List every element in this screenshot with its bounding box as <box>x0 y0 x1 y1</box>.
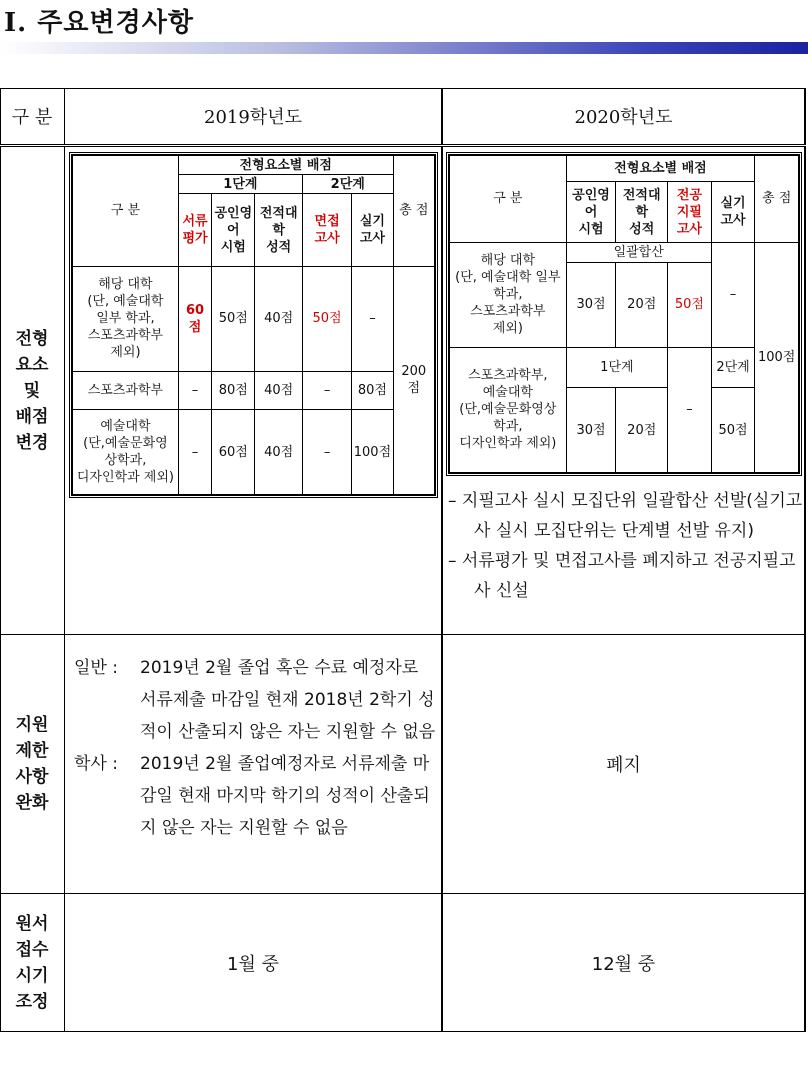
t2020-header-group: 전형요소별 배점 <box>566 156 755 182</box>
period-2019: 1월 중 <box>227 954 279 975</box>
t2020-cell-major: – <box>668 347 712 472</box>
row-label-scoring: 전형 요소 및 배점 변경 <box>15 328 49 453</box>
t2019-cell-doc: 60 점 <box>178 266 211 371</box>
t2020-header-practical: 실기 고사 <box>711 182 755 243</box>
t2019-header-doc: 서류 평가 <box>178 194 211 267</box>
eligibility-item <box>74 748 436 844</box>
t2019-header-stage1: 1단계 <box>178 175 302 194</box>
eligibility-text: 2019년 2월 졸업 혹은 수료 예정자로 서류제출 마감일 현재 2018년 2학기 성적이 산출되지 않은 자는 지원할 수 없음 <box>140 658 436 742</box>
t2019-cell-grade: 40점 <box>255 371 302 409</box>
eligibility-2019 <box>74 652 436 844</box>
t2019-cell-eng: 50점 <box>212 266 255 371</box>
t2019-cell-grade: 40점 <box>255 266 302 371</box>
t2019-header-total: 총 점 <box>393 156 434 267</box>
t2020-cell-major: 50점 <box>668 262 712 347</box>
t2020-cell-practical: 50점 <box>711 388 755 473</box>
t2020-header-major: 전공 지필 고사 <box>668 182 712 243</box>
t2020-header-total: 총 점 <box>755 156 799 243</box>
t2019-cell-interview: 50점 <box>302 266 351 371</box>
header-2019: 2019학년도 <box>204 107 302 128</box>
t2019-cell-doc: – <box>178 371 211 409</box>
page-title: Ⅰ. 주요변경사항 <box>4 8 194 38</box>
eligibility-key: 일반 : <box>74 658 118 678</box>
t2020-cell-stage1: 1단계 <box>566 347 667 387</box>
t2019-header-category: 구 분 <box>73 156 179 267</box>
table-2020 <box>449 155 799 473</box>
t2019-row-name: 해당 대학 (단, 예술대학 일부 학과, 스포츠과학부 제외) <box>73 266 179 371</box>
t2019-cell-eng: 80점 <box>212 371 255 409</box>
t2020-header-eng: 공인영 어 시험 <box>566 182 616 243</box>
t2020-cell-grade: 20점 <box>616 262 668 347</box>
t2019-cell-interview: – <box>302 371 351 409</box>
eligibility-2020: 폐지 <box>606 755 641 776</box>
t2020-cell-merged: 일괄합산 <box>566 242 711 262</box>
eligibility-key: 학사 : <box>74 754 118 774</box>
t2020-header-category: 구 분 <box>450 156 567 243</box>
t2019-cell-interview: – <box>302 410 351 495</box>
row-label-application-period: 원서 접수 시기 조정 <box>15 914 49 1012</box>
t2019-row-name: 스포츠과학부 <box>73 371 179 409</box>
t2020-row-name: 스포츠과학부, 예술대학 (단,예술문화영상 학과, 디자인학과 제외) <box>450 347 567 472</box>
header-2020: 2020학년도 <box>574 107 673 128</box>
t2019-header-practical: 실기 고사 <box>352 194 393 267</box>
t2020-cell-eng: 30점 <box>566 262 616 347</box>
period-2020: 12월 중 <box>591 954 656 975</box>
t2019-cell-eng: 60점 <box>212 410 255 495</box>
t2019-header-stage2: 2단계 <box>302 175 393 194</box>
t2020-row-name: 해당 대학 (단, 예술대학 일부 학과, 스포츠과학부 제외) <box>450 242 567 347</box>
t2019-header-eng: 공인영 어 시험 <box>212 194 255 267</box>
t2020-cell-eng: 30점 <box>566 388 616 473</box>
t2019-cell-doc: – <box>178 410 211 495</box>
t2019-header-interview: 면접 고사 <box>302 194 351 267</box>
eligibility-item <box>74 652 436 748</box>
t2020-cell-stage2: 2단계 <box>711 347 755 387</box>
eligibility-text: 2019년 2월 졸업예정자로 서류제출 마감일 현재 마지막 학기의 성적이 산출되지 않은 자는 지원할 수 없음 <box>140 754 430 838</box>
t2020-cell-grade: 20점 <box>616 388 668 473</box>
t2019-total: 200 점 <box>393 266 434 494</box>
t2019-row-name: 예술대학 (단,예술문화영 상학과, 디자인학과 제외) <box>73 410 179 495</box>
change-note-item: – 지필고사 실시 모집단위 일괄합산 선발(실기고사 실시 모집단위는 단계별 선발 유지) <box>448 491 803 541</box>
t2019-cell-grade: 40점 <box>255 410 302 495</box>
row-label-eligibility: 지원 제한 사항 완화 <box>15 715 49 813</box>
t2019-cell-practical: – <box>352 266 393 371</box>
table-2019 <box>72 155 435 495</box>
title-underline-bar <box>0 42 808 54</box>
t2019-cell-practical: 80점 <box>352 371 393 409</box>
header-category: 구 분 <box>11 107 53 128</box>
t2020-total: 100점 <box>755 242 799 472</box>
t2019-cell-practical: 100점 <box>352 410 393 495</box>
t2019-header-grade: 전적대 학 성적 <box>255 194 302 267</box>
change-notes <box>448 486 804 606</box>
change-note-item: – 서류평가 및 면접고사를 폐지하고 전공지필고사 신설 <box>448 551 796 601</box>
t2020-cell-practical: – <box>711 242 755 347</box>
t2019-header-group: 전형요소별 배점 <box>178 156 393 175</box>
t2020-header-grade: 전적대 학 성적 <box>616 182 668 243</box>
